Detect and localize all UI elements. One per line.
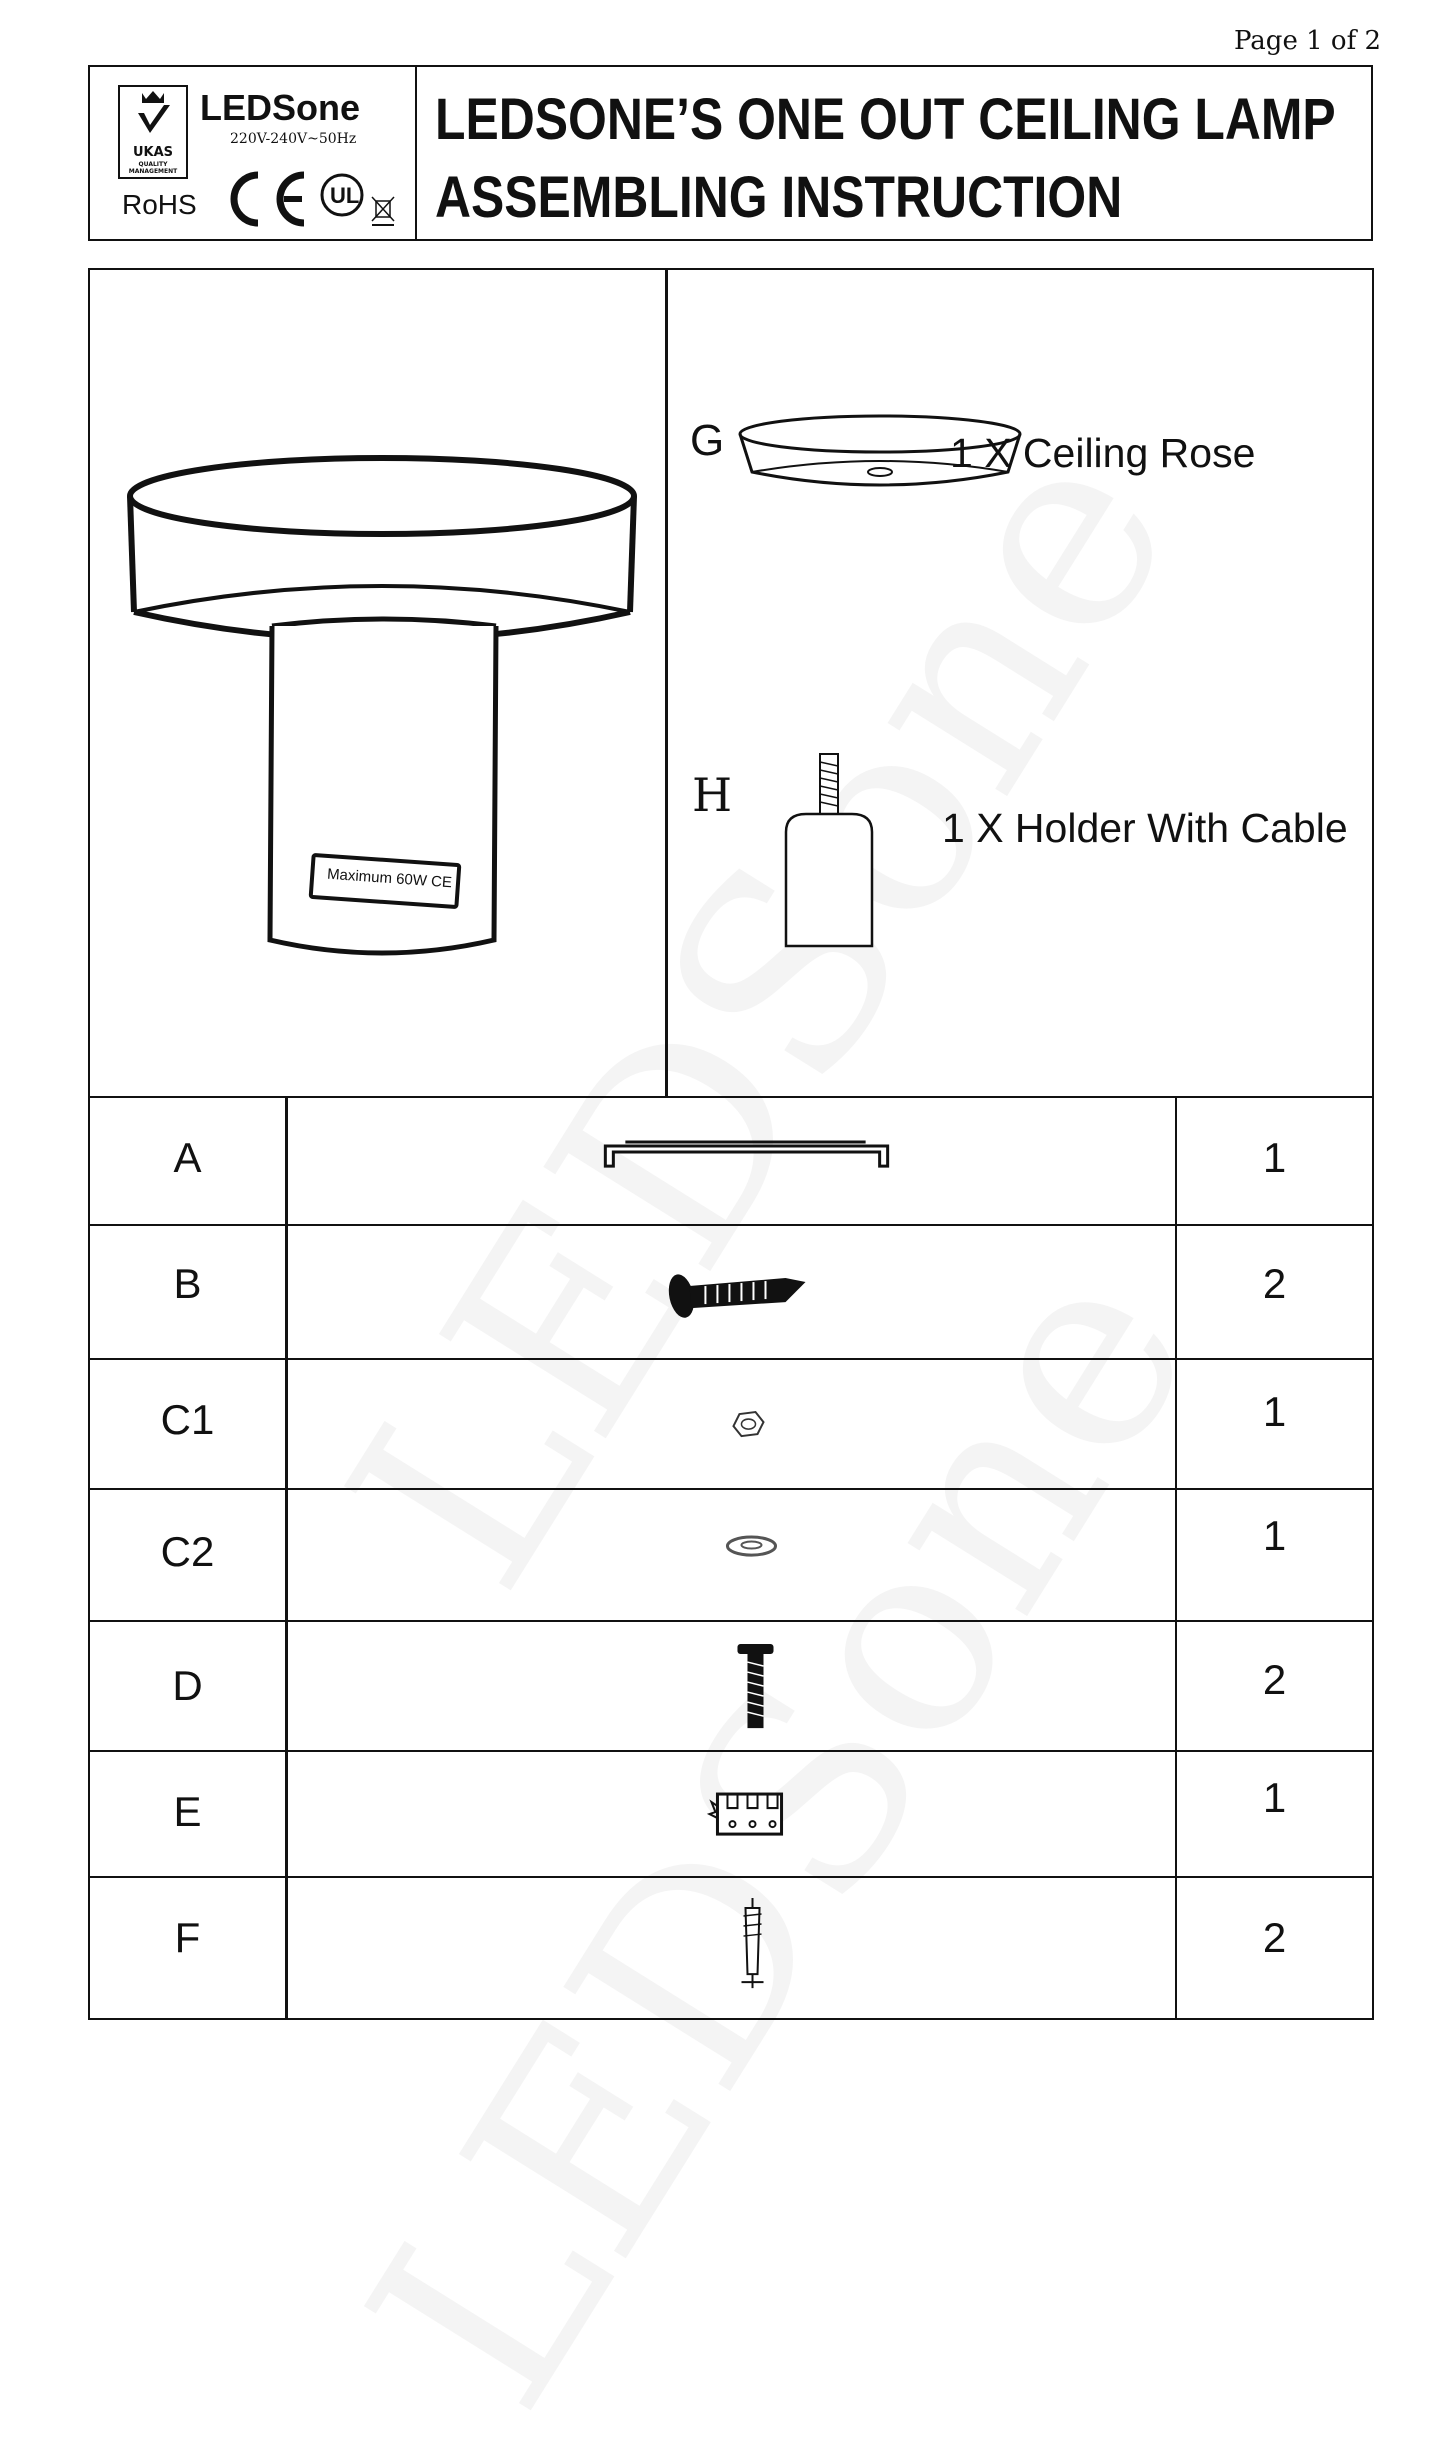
terminal-block-icon <box>285 1752 1177 1880</box>
table-row <box>90 1224 1372 1360</box>
row-quantity: 1 <box>1262 1388 1287 1435</box>
row-quantity: 2 <box>1262 1656 1287 1703</box>
table-row <box>90 1358 1372 1490</box>
lamp-rating-label: Maximum 60W CE <box>326 865 453 892</box>
ce-mark-icon <box>234 175 304 223</box>
page-title: LEDSONE’S ONE OUT CEILING LAMP ASSEMBLING INSTRUCTION <box>435 87 1336 230</box>
crown-check-icon <box>120 87 186 143</box>
weee-bin-icon <box>372 197 394 225</box>
wall-plug-icon <box>285 1878 1177 2020</box>
rohs-mark: RoHS <box>122 189 197 220</box>
ceiling-lamp-illustration <box>120 440 640 980</box>
parts-table <box>90 1096 1372 2018</box>
brand-name: LEDSone <box>200 87 361 128</box>
row-letter: B <box>173 1260 202 1307</box>
table-row <box>90 1620 1372 1752</box>
part-h-letter: H <box>692 768 733 822</box>
table-row <box>90 1488 1372 1622</box>
row-letter: D <box>172 1662 203 1709</box>
document-header <box>88 65 1373 241</box>
row-quantity: 2 <box>1262 1914 1287 1961</box>
svg-text:UL: UL <box>330 183 360 208</box>
table-row <box>90 1096 1372 1226</box>
ukas-badge <box>118 85 188 179</box>
instruction-panel <box>88 268 1374 2020</box>
nut-icon <box>285 1360 1177 1492</box>
row-letter: A <box>173 1134 202 1181</box>
ul-mark-icon <box>322 175 362 215</box>
voltage-rating: 220V-240V~50Hz <box>230 131 357 147</box>
ukas-subtitle: QUALITY MANAGEMENT <box>128 161 178 175</box>
table-row <box>90 1750 1372 1878</box>
row-quantity: 1 <box>1262 1512 1287 1559</box>
logo-cell <box>90 67 417 239</box>
row-quantity: 1 <box>1262 1134 1287 1181</box>
part-g-letter: G <box>690 416 725 465</box>
part-h-label: 1 X Holder With Cable <box>942 805 1348 851</box>
row-quantity: 1 <box>1262 1774 1287 1821</box>
part-g-label: 1 X Ceiling Rose <box>950 430 1256 476</box>
row-letter: E <box>173 1788 202 1835</box>
table-row <box>90 1876 1372 2018</box>
panel-divider <box>665 270 668 1096</box>
row-letter: C2 <box>160 1528 215 1575</box>
ukas-label: UKAS <box>132 145 174 160</box>
washer-icon <box>285 1490 1177 1624</box>
page-number: Page 1 of 2 <box>1233 26 1381 56</box>
bracket-icon <box>285 1098 1177 1228</box>
row-letter: C1 <box>160 1396 215 1443</box>
holder-with-cable-icon <box>780 750 880 960</box>
row-letter: F <box>174 1914 201 1961</box>
certification-marks <box>218 165 408 235</box>
bolt-icon <box>285 1622 1177 1754</box>
row-quantity: 2 <box>1262 1260 1287 1307</box>
screw-icon <box>285 1226 1177 1362</box>
